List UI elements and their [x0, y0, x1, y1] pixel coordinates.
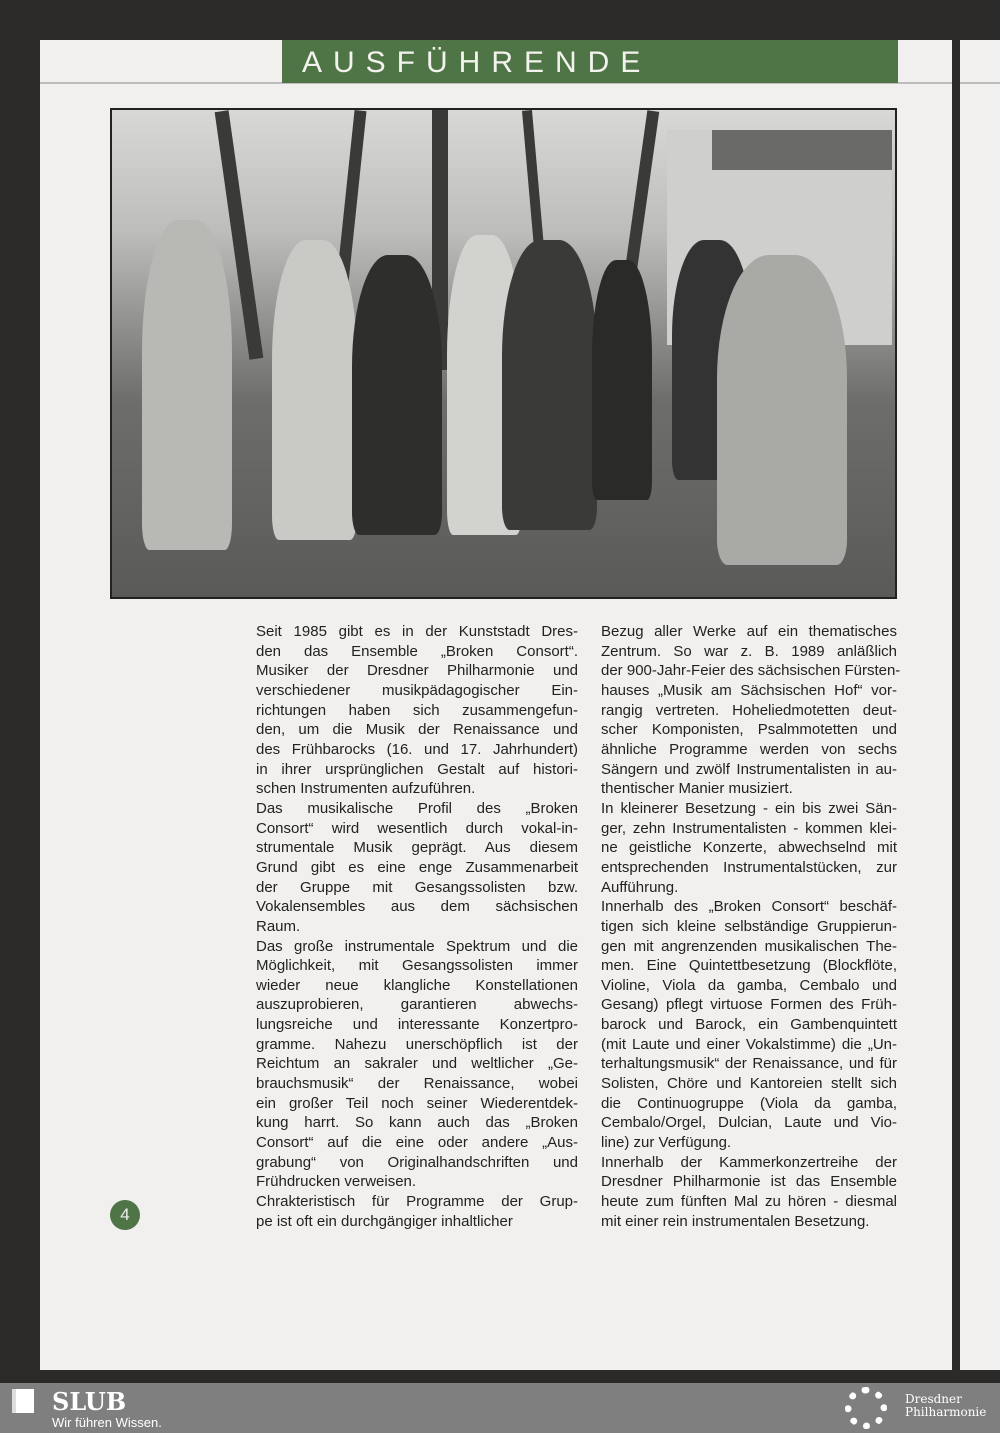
photo-person [142, 220, 232, 550]
text-line: hauses „Musik am Sächsischen Hof“ vor- [601, 681, 897, 699]
paragraph [601, 1153, 897, 1232]
partner-line-1: Dresdner [905, 1392, 962, 1406]
text-line: Innerhalb des „Broken Consort“ beschäf- [601, 898, 897, 916]
text-line: brauchsmusik“ der Renaissance, wobei [256, 1075, 578, 1093]
text-line: grabung“ von Originalhandschriften und [256, 1153, 578, 1171]
text-line: verschiedener musikpädagogischer Ein- [256, 681, 578, 699]
section-title: AUSFÜHRENDE [302, 46, 652, 79]
philharmonie-logo-text[interactable] [905, 1393, 986, 1419]
text-line: Möglichkeit, mit Gesangssolisten immer [256, 957, 578, 975]
text-line: mit einer rein instrumentalen Besetzung. [601, 1212, 870, 1230]
partner-line-2: Philharmonie [905, 1405, 987, 1419]
text-line: rangig vertreten. Hoheliedmotetten deut- [601, 701, 897, 719]
text-line: Innerhalb der Kammerkonzertreihe der [601, 1153, 897, 1171]
text-line: Vokalensembles aus dem sächsischen [256, 898, 578, 916]
text-line: Das große instrumentale Spektrum und die [256, 937, 578, 955]
text-line: tigen sich kleine selbständige Gruppierun- [601, 917, 897, 935]
text-line: barock und Barock, ein Gambenquintett [601, 1016, 897, 1034]
text-line: ne geistliche Konzerte, abwechselnd mit [601, 839, 897, 857]
text-line: entsprechenden Instrumentalstücken, zur [601, 858, 897, 876]
philharmonie-logo-icon [845, 1387, 887, 1429]
text-line: richtungen haben sich zusammengefun- [256, 701, 578, 719]
text-line: In kleinerer Besetzung - ein bis zwei Sän- [601, 799, 897, 817]
text-line: ähnliche Programme werden von sechs [601, 740, 897, 758]
paragraph [601, 897, 897, 1153]
text-line: die Continuogruppe (Viola da gamba, [601, 1094, 897, 1112]
text-line: Aufführung. [601, 878, 679, 896]
slub-logo-text[interactable]: SLUB [52, 1387, 127, 1416]
text-line: Seit 1985 gibt es in der Kunststadt Dres- [256, 623, 578, 640]
text-line: Sängern und zwölf Instrumentalisten in au- [601, 760, 897, 778]
text-line: Frühdrucken verweisen. [256, 1173, 417, 1191]
photo-person [272, 240, 357, 540]
text-line: lungsreiche und interessante Konzertpro- [256, 1016, 578, 1034]
text-line: Grund gibt es eine enge Zusammenarbeit [256, 858, 578, 876]
text-line: schen Instrumenten aufzuführen. [256, 780, 476, 798]
text-line: (mit Laute und einer Vokalstimme) die „Un- [601, 1035, 897, 1053]
photo-person [352, 255, 442, 535]
footer-bar [0, 1383, 1000, 1433]
text-line: terhaltungsmusik“ der Renaissance, und für [601, 1055, 897, 1073]
paragraph [601, 622, 901, 799]
text-line: heute zum fünften Mal zu hören - diesmal [601, 1193, 897, 1211]
paragraph [601, 799, 897, 897]
text-line: Raum. [256, 917, 301, 935]
text-line: ger, zehn Instrumentalisten - kommen klei- [601, 819, 897, 837]
text-line: den das Ensemble „Broken Consort“. [256, 642, 578, 660]
paragraph [256, 799, 578, 937]
text-line: ein großer Teil noch seiner Wiederentdek- [256, 1094, 578, 1112]
text-line: Das musikalische Profil des „Broken [256, 799, 578, 817]
text-line: auszuprobieren, garantieren abwechs- [256, 996, 578, 1014]
next-page-rule [960, 82, 1000, 84]
photo-person [502, 240, 597, 530]
text-line: line) zur Verfügung. [601, 1134, 732, 1152]
text-line: Reichtum an sakraler und weltlicher „Ge- [256, 1055, 578, 1073]
text-line: Consort“ auf die eine oder andere „Aus- [256, 1134, 578, 1152]
text-line: Gesang) pflegt virtuose Formen des Früh- [601, 996, 897, 1014]
text-line: Cembalo/Orgel, Dulcian, Laute und Vio- [601, 1114, 897, 1132]
photo-roof [712, 130, 892, 170]
text-line: Solisten, Chöre und Kantoreien stellt sich [601, 1075, 897, 1093]
text-line: gramme. Nahezu unerschöpflich ist der [256, 1035, 578, 1053]
text-line: Consort“ wird wesentlich durch vokal-in- [256, 819, 578, 837]
text-column-right [601, 622, 901, 1231]
photo-person [592, 260, 652, 500]
text-line: den, um die Musik der Renaissance und [256, 721, 578, 739]
text-line: Zentrum. So war z. B. 1989 anläßlich [601, 642, 897, 660]
text-line: des Frühbarocks (16. und 17. Jahrhundert) [256, 740, 578, 758]
ensemble-photo [110, 108, 897, 599]
text-line: Dresdner Philharmonie ist das Ensemble [601, 1173, 897, 1191]
next-page-edge [960, 40, 1000, 1370]
page-number: 4 [110, 1200, 140, 1230]
text-line: Violine, Viola da gamba, Cembalo und [601, 976, 897, 994]
slub-tagline: Wir führen Wissen. [52, 1415, 162, 1430]
text-line: scher Komponisten, Psalmmotetten und [601, 721, 897, 739]
paragraph [256, 937, 578, 1193]
paragraph [256, 622, 578, 799]
text-line: Bezug aller Werke auf ein thematisches [601, 623, 897, 640]
slub-book-icon [12, 1389, 34, 1413]
text-line: der Gruppe mit Gesangssolisten bzw. [256, 878, 578, 896]
section-header [282, 40, 898, 83]
text-line: Musiker der Dresdner Philharmonie und [256, 662, 578, 680]
text-line: gen mit angrenzenden musikalischen The- [601, 937, 897, 955]
paragraph [256, 1192, 578, 1231]
text-line: thentischer Manier musiziert. [601, 780, 793, 798]
photo-person [717, 255, 847, 565]
text-line: kung harrt. So kann auch das „Broken [256, 1114, 578, 1132]
text-line: in ihrer ursprünglichen Gestalt auf histori- [256, 760, 578, 778]
text-column-left [256, 622, 578, 1231]
text-line: pe ist oft ein durchgängiger inhaltlicher [256, 1212, 513, 1230]
text-line: wieder neue klangliche Konstellationen [256, 976, 578, 994]
text-line: men. Eine Quintettbesetzung (Blockflöte, [601, 957, 897, 975]
text-line: strumentale Musik geprägt. Aus diesem [256, 839, 578, 857]
text-line: Chrakteristisch für Programme der Grup- [256, 1193, 578, 1211]
text-line: der 900-Jahr-Feier des sächsischen Fürsten- [601, 662, 901, 680]
